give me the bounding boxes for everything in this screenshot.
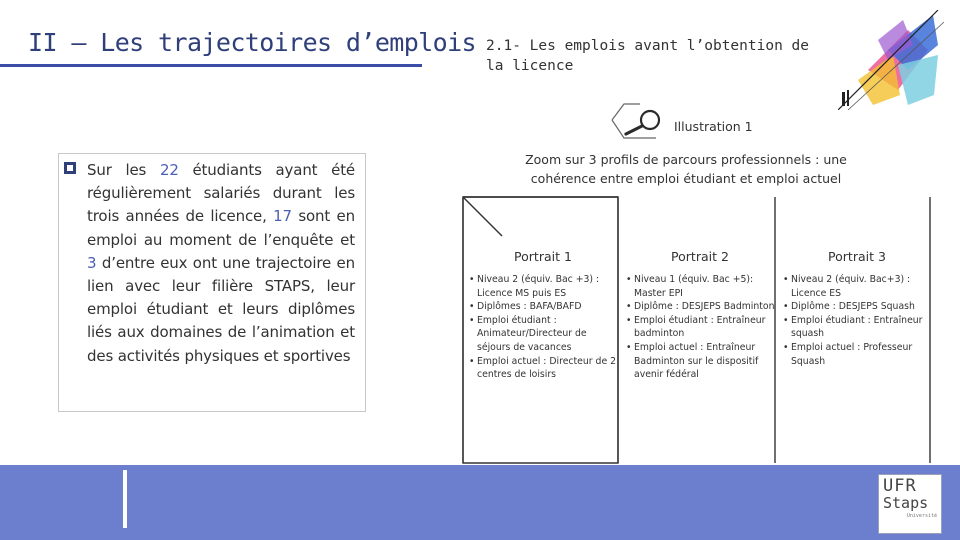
footer-band	[0, 465, 960, 540]
section-subtitle: 2.1- Les emplois avant l’obtention de la licence	[486, 38, 810, 74]
summary-box	[58, 153, 366, 412]
list-item: • Emploi actuel : Professeur Squash	[782, 341, 932, 368]
portrait-list	[782, 273, 932, 368]
portrait-2	[625, 249, 775, 382]
portrait-title: Portrait 1	[514, 249, 572, 264]
portrait-list	[468, 273, 618, 382]
list-item: • Emploi étudiant : Entraîneur badminton	[625, 314, 775, 341]
list-item: • Niveau 1 (équiv. Bac +5): Master EPI	[625, 273, 775, 300]
magnifier-icon	[610, 98, 672, 144]
list-item: • Emploi étudiant : Animateur/Directeur de séjours de vacances	[468, 314, 618, 355]
portrait-1	[468, 249, 618, 382]
list-item: • Diplômes : BAFA/BAFD	[468, 300, 618, 314]
portraits-panel	[462, 196, 932, 464]
logo-line-3: Université	[906, 513, 937, 519]
list-item: • Diplôme : DESJEPS Squash	[782, 300, 932, 314]
decorative-graphic	[838, 10, 944, 110]
list-item: • Emploi étudiant : Entraîneur squash	[782, 314, 932, 341]
portrait-title: Portrait 2	[671, 249, 729, 264]
slide-title: II – Les trajectoires d’emplois	[28, 28, 476, 57]
logo-line-2: Staps	[883, 494, 929, 512]
list-item: • Niveau 2 (équiv. Bac+3) : Licence ES	[782, 273, 932, 300]
summary-text: Sur les 22 étudiants ayant été régulièrement salariés durant les trois années de licence, 17 sont en emploi au moment de l’enquête et 3 d’entre eux ont une trajectoire en lien avec leur filière STAPS, leur emploi étudiant et leurs diplômes liés aux domaines de l’animation et des activités physiques et sportives	[87, 161, 355, 365]
illustration-caption: Zoom sur 3 profils de parcours professionnels : une cohérence entre emploi étudiant et emploi actuel	[525, 152, 847, 186]
list-item: • Emploi actuel : Entraîneur Badminton sur le dispositif avenir fédéral	[625, 341, 775, 382]
checkbox-bullet-icon	[64, 162, 76, 174]
illustration-label: Illustration 1	[674, 119, 753, 134]
list-item: • Diplôme : DESJEPS Badminton	[625, 300, 775, 314]
list-item: • Emploi actuel : Directeur de 2 centres de loisirs	[468, 355, 618, 382]
ufr-staps-logo	[878, 474, 942, 534]
portrait-title: Portrait 3	[828, 249, 886, 264]
footer-divider	[123, 470, 127, 528]
portrait-list	[625, 273, 775, 382]
title-underline	[0, 64, 422, 67]
logo-line-1: UFR	[883, 476, 917, 496]
portrait-3	[782, 249, 932, 368]
list-item: • Niveau 2 (équiv. Bac +3) : Licence MS puis ES	[468, 273, 618, 300]
